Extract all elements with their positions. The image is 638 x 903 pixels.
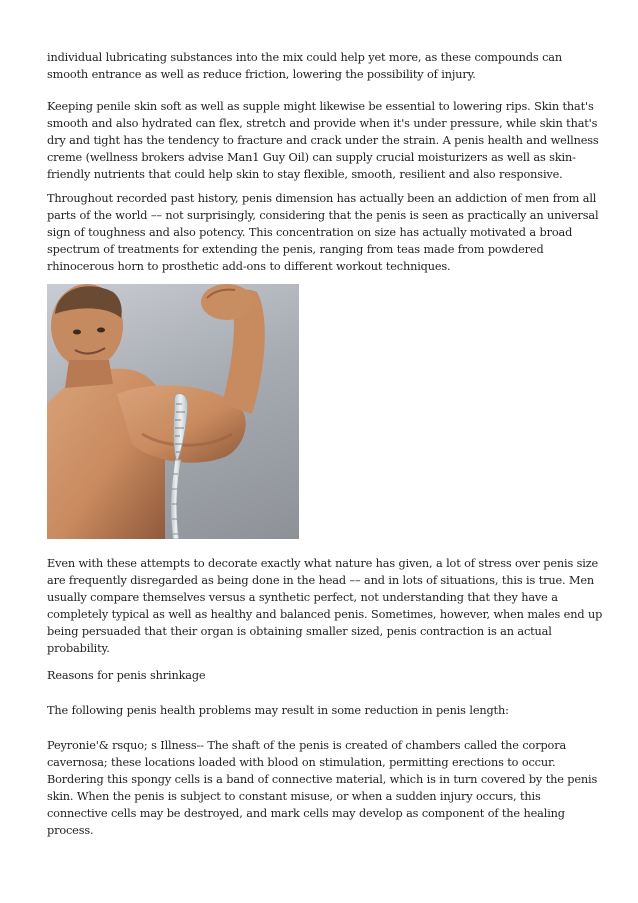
paragraph-size-anxiety: Even with these attempts to decorate exactly what nature has given, a lot of stress over penis size are frequently disregarded as being done in the head –– and in lots of situations, this is true. Men usually compare themselves versus a synthetic perfect, not understanding that they have a completely typical as well as healthy and balanced penis. Sometimes, however, when males end up being persuaded that their organ is obtaining smaller sized, penis contraction is an actual probability. [47,557,603,656]
paragraph-skin-care: Keeping penile skin soft as well as supple might likewise be essential to lowering rips. Skin that's smooth and also hydrated can flex, stretch and provide when it's under pressure, while skin that's dry and tight has the tendency to fracture and crack under the strain. A penis health and wellness creme (wellness brokers advise Man1 Guy Oil) can supply crucial moisturizers as well as skin-friendly nutrients that could help skin to stay flexible, smooth, resilient and also responsive. [47,100,599,182]
flexing-arm-tape-measure-photo [47,284,299,539]
section-heading-shrinkage: Reasons for penis shrinkage [47,669,206,682]
paragraph-peyronies: Peyronie'& rsquo; s Illness-- The shaft of the penis is created of chambers called the corpora cavernosa; these locations loaded with blood on stimulation, permitting erections to occur. Bordering this spongy cells is a band of connective material, which is in turn covered by the penis skin. When the penis is subject to constant misuse, or when a sudden injury occurs, this connective cells may be destroyed, and mark cells may develop as component of the healing process. [47,739,598,838]
paragraph-size-history: Throughout recorded past history, penis dimension has actually been an addiction of men from all parts of the world –– not surprisingly, considering that the penis is seen as practically an universal sign of toughness and also potency. This concentration on size has actually motivated a broad spectrum of treatments for extending the penis, ranging from teas made from powdered rhinocerous horn to prosthetic add-ons to different workout techniques. [47,192,599,274]
photo-illustration [47,284,299,539]
paragraph-lubrication: individual lubricating substances into the mix could help yet more, as these compounds can smooth entrance as well as reduce friction, lowering the possibility of injury. [47,51,562,82]
paragraph-intro-problems: The following penis health problems may result in some reduction in penis length: [47,704,509,717]
